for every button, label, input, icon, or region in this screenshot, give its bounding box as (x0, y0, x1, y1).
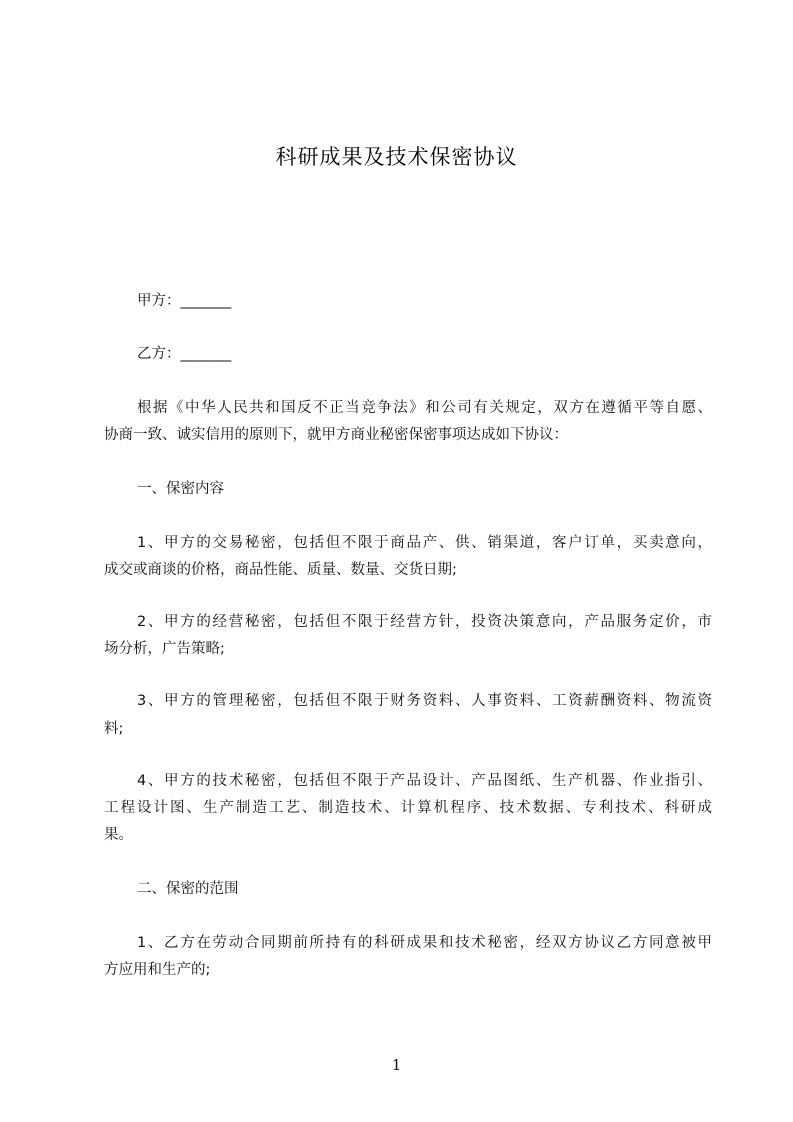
section-2-heading: 二、保密的范围 (137, 881, 239, 897)
section-1-item-2-line-2: 场分析，广告策略; (104, 641, 225, 657)
section-1-item-4-line-1: 4、甲方的技术秘密，包括但不限于产品设计、产品图纸、生产机器、作业指引、 (137, 773, 712, 789)
document-title: 科研成果及技术保密协议 (275, 145, 518, 169)
section-1-heading: 一、保密内容 (137, 481, 224, 497)
section-1-item-3-line-1: 3、甲方的管理秘密，包括但不限于财务资料、人事资料、工资薪酬资料、物流资 (137, 693, 712, 709)
section-1-item-4-line-3: 果。 (104, 827, 133, 843)
section-1-item-1-line-1: 1、甲方的交易秘密，包括但不限于商品产、供、销渠道，客户订单，买卖意向， (137, 535, 712, 551)
section-2-item-1-line-1: 1、乙方在劳动合同期前所持有的科研成果和技术秘密，经双方协议乙方同意被甲 (137, 935, 712, 951)
party-b-line: 乙方：_______ (137, 346, 232, 362)
page-number: 1 (391, 1056, 402, 1074)
section-1-item-4-line-2: 工程设计图、生产制造工艺、制造技术、计算机程序、技术数据、专利技术、科研成 (104, 800, 712, 816)
intro-line-1: 根据《中华人民共和国反不正当竞争法》和公司有关规定，双方在遵循平等自愿、 (137, 400, 712, 416)
intro-line-2: 协商一致、诚实信用的原则下，就甲方商业秘密保密事项达成如下协议： (104, 427, 568, 443)
section-1-item-3-line-2: 料; (104, 721, 124, 737)
section-1-item-2-line-1: 2、甲方的经营秘密，包括但不限于经营方针，投资决策意向，产品服务定价，市 (137, 614, 712, 630)
section-1-item-1-line-2: 成交或商谈的价格，商品性能、质量、数量、交货日期; (104, 562, 457, 578)
section-2-item-1-line-2: 方应用和生产的; (104, 962, 211, 978)
party-a-line: 甲方：_______ (137, 293, 232, 309)
